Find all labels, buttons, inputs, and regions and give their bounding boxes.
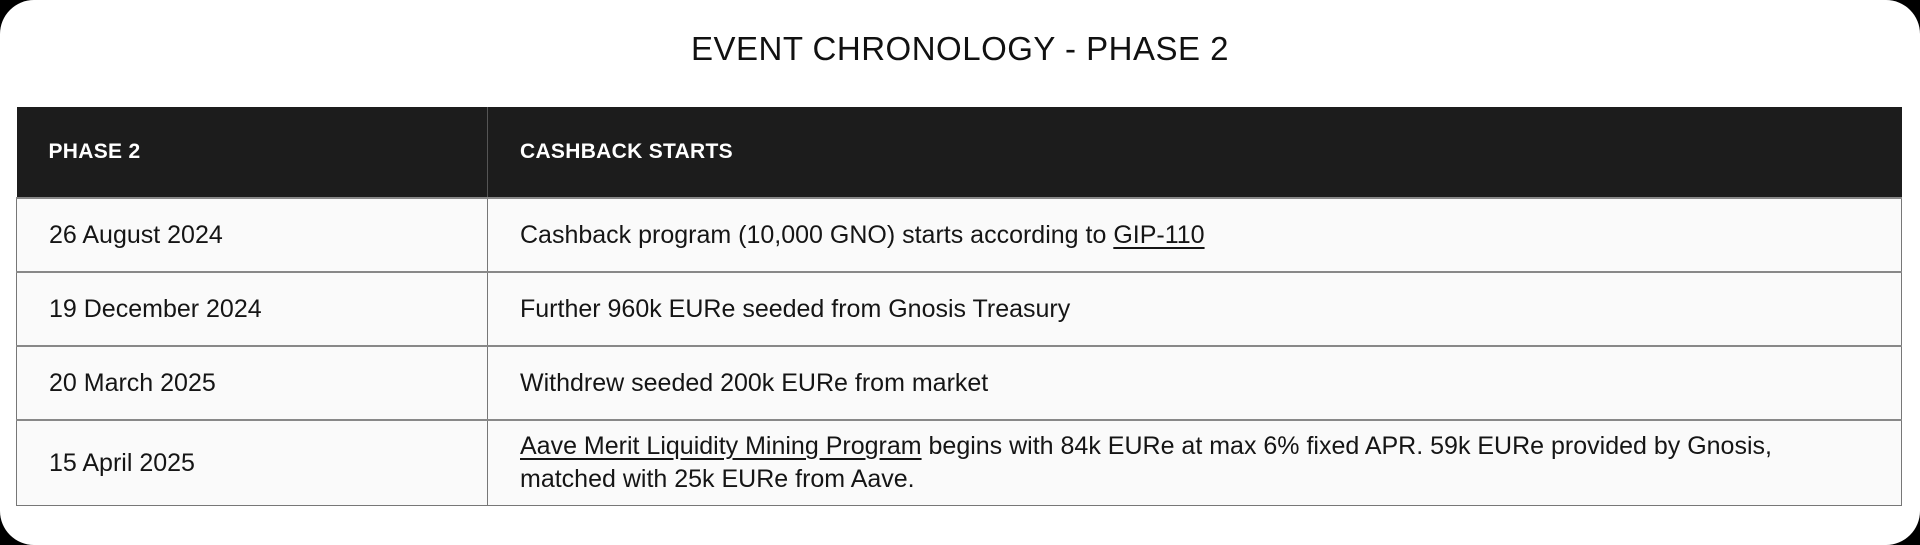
page-title: EVENT CHRONOLOGY - PHASE 2	[690, 30, 1230, 67]
gip-110-link[interactable]: GIP-110	[1113, 220, 1205, 249]
event-date: 15 April 2025	[17, 420, 488, 506]
event-description: Further 960k EURe seeded from Gnosis Treasury	[488, 272, 1902, 346]
table-row	[17, 272, 1902, 346]
table-header-row	[17, 107, 1902, 198]
event-text: begins with 84k EURe at max 6% fixed APR. 59k EURe provided by Gnosis, matched with 25k EURe from Aave.	[520, 432, 1772, 493]
column-header-phase: PHASE 2	[17, 107, 488, 198]
event-description	[488, 198, 1902, 272]
event-text: Cashback program (10,000 GNO) starts according to	[520, 220, 1114, 249]
column-header-event: CASHBACK STARTS	[488, 107, 1902, 198]
event-date: 20 March 2025	[17, 346, 488, 420]
table-row	[17, 420, 1902, 506]
event-date: 19 December 2024	[17, 272, 488, 346]
event-chronology-table	[16, 107, 1902, 506]
aave-merit-program-link[interactable]: Aave Merit Liquidity Mining Program	[520, 432, 922, 460]
table-row	[17, 346, 1902, 420]
event-date: 26 August 2024	[17, 198, 488, 272]
event-description	[488, 420, 1902, 506]
event-description: Withdrew seeded 200k EURe from market	[488, 346, 1902, 420]
table-row	[17, 198, 1902, 272]
